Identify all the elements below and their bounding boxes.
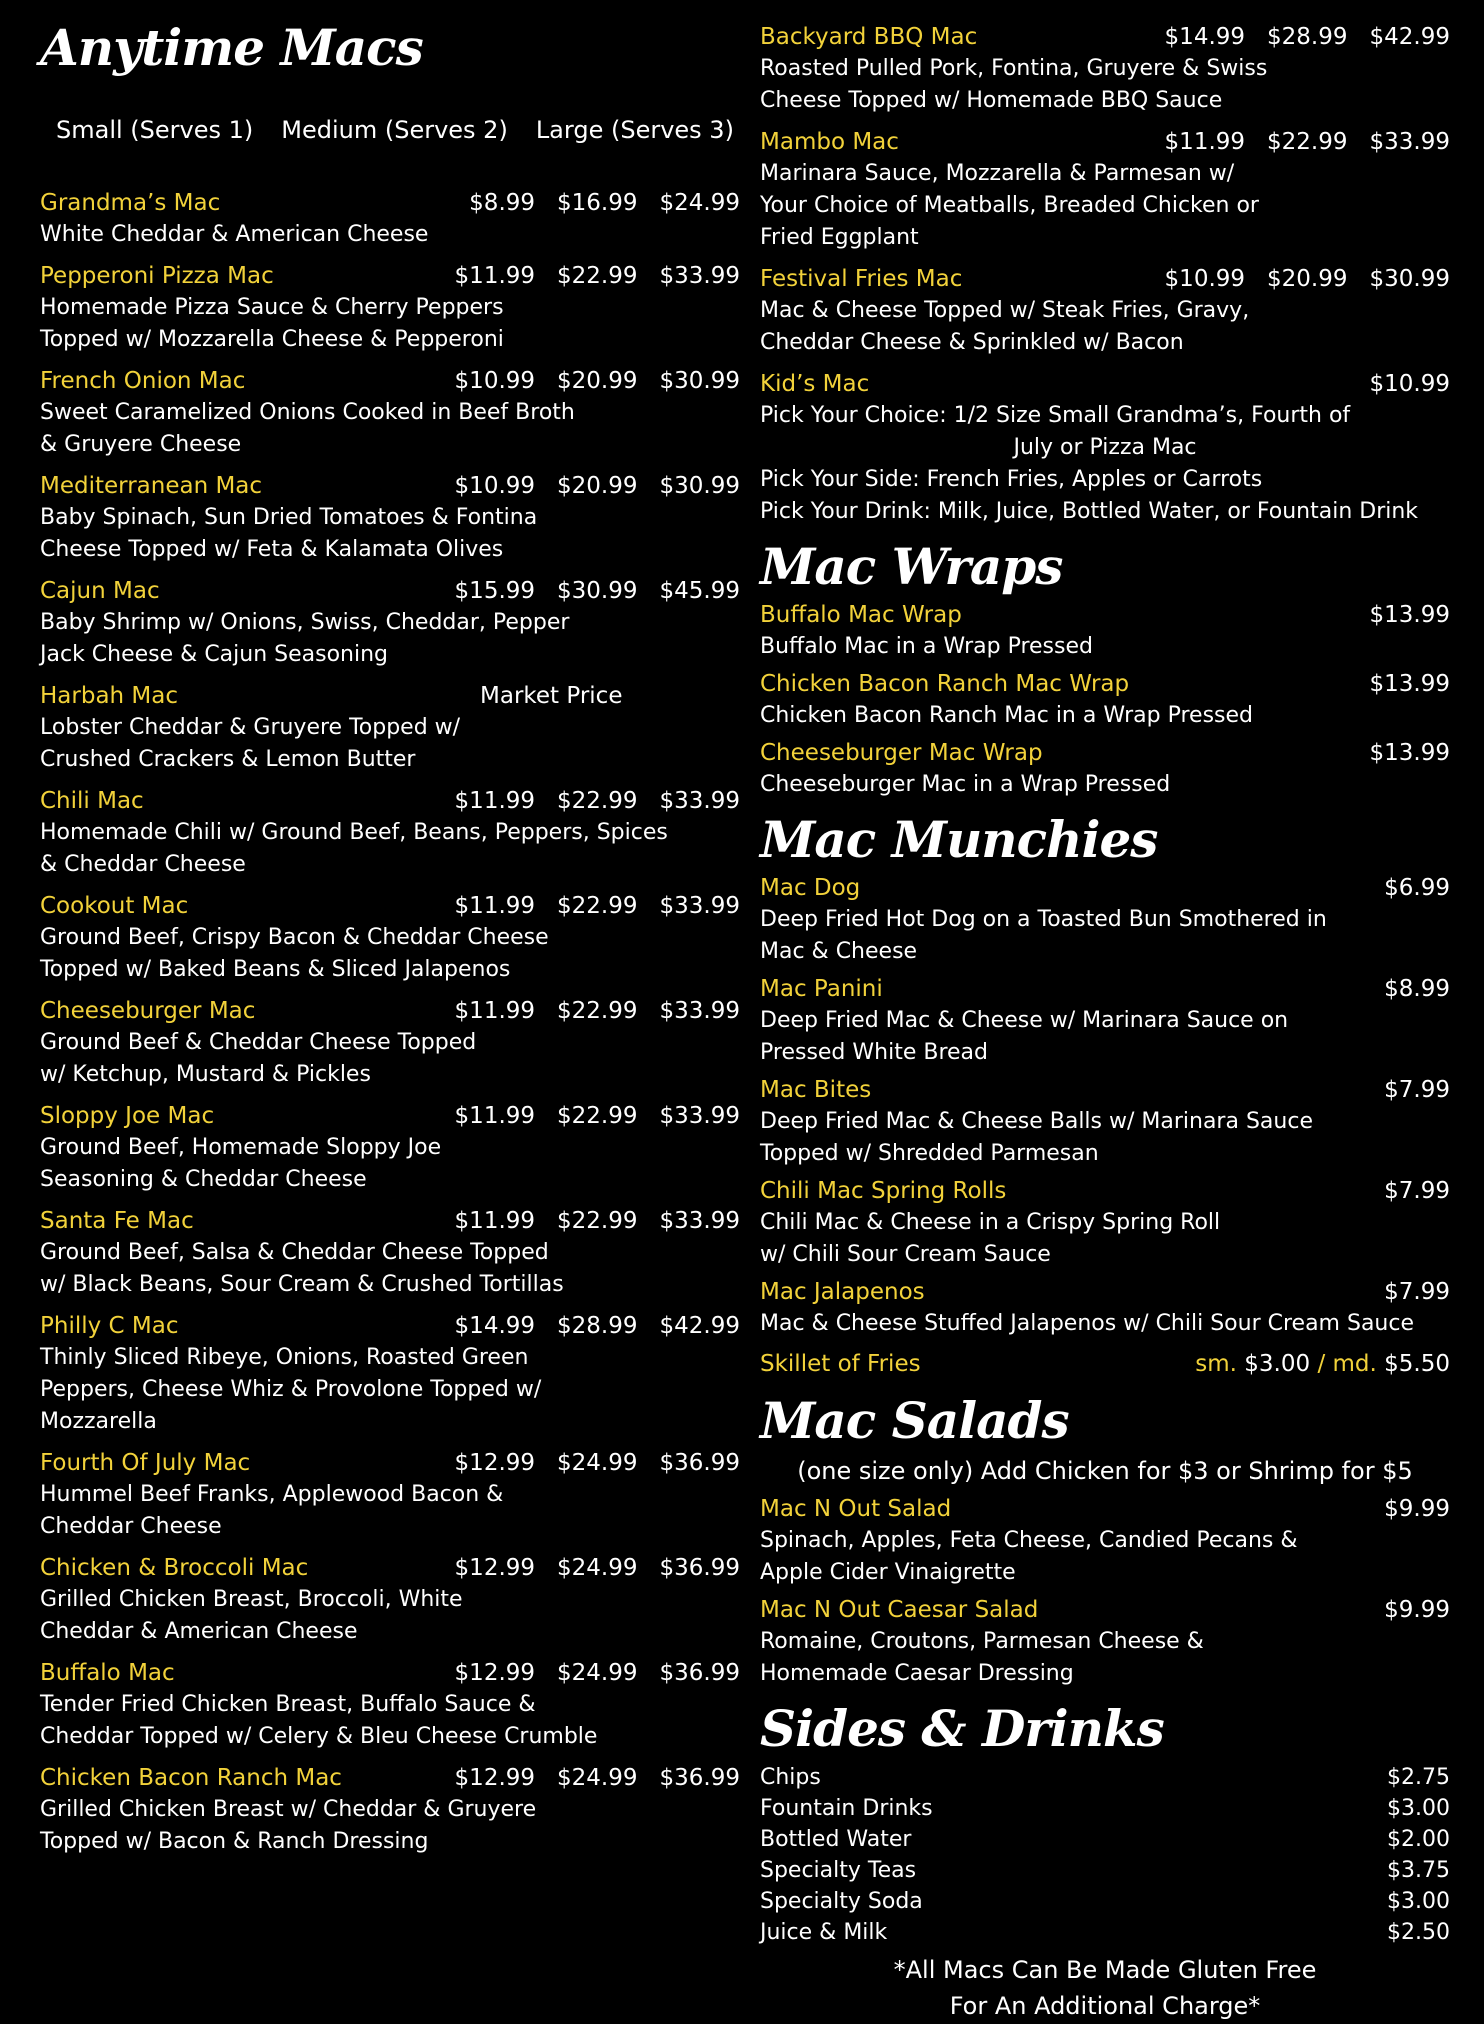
- item-desc: Romaine, Croutons, Parmesan Cheese &: [760, 1629, 1204, 1654]
- item-header: [40, 681, 740, 712]
- drink-price: $3.00: [1387, 1796, 1450, 1821]
- drink-price: $2.50: [1387, 1920, 1450, 1945]
- item-price: $22.99: [557, 893, 638, 919]
- item-name: Mac Panini: [760, 976, 883, 1002]
- item-price: $10.99: [1369, 371, 1450, 397]
- item-desc: Grilled Chicken Breast w/ Cheddar & Gruyere: [40, 1797, 537, 1822]
- item-header: [760, 873, 1450, 904]
- item-price: $14.99: [454, 1313, 536, 1339]
- drink-name: Specialty Teas: [760, 1858, 917, 1883]
- item-header: [760, 1277, 1450, 1308]
- item-header: [40, 1206, 740, 1237]
- item-name: Chili Mac: [40, 788, 144, 814]
- item-header: [40, 471, 740, 502]
- drink-price: $3.75: [1387, 1858, 1450, 1883]
- menu-item: [760, 1176, 1450, 1271]
- menu-item: [40, 188, 740, 251]
- item-header: [40, 1763, 740, 1794]
- menu-item: [760, 264, 1450, 359]
- item-prices: [1165, 264, 1450, 295]
- menu-item: [40, 1101, 740, 1196]
- item-desc: w/ Ketchup, Mustard & Pickles: [40, 1062, 371, 1087]
- item-desc: Buffalo Mac in a Wrap Pressed: [760, 634, 1093, 659]
- menu-item: [40, 1553, 740, 1648]
- item-price: $30.99: [1369, 266, 1450, 292]
- section-title: Sides & Drinks: [760, 1699, 1164, 1758]
- item-desc: Spinach, Apples, Feta Cheese, Candied Pecans &: [760, 1528, 1298, 1553]
- item-price: $30.99: [659, 473, 740, 499]
- item-price: $30.99: [557, 578, 638, 604]
- item-name: Buffalo Mac: [40, 1660, 175, 1686]
- item-price: $22.99: [557, 1103, 638, 1129]
- item-name: Buffalo Mac Wrap: [760, 602, 962, 628]
- item-header: [40, 1101, 740, 1132]
- drink-row: [760, 1886, 1450, 1917]
- item-desc: Ground Beef & Cheddar Cheese Topped: [40, 1030, 477, 1055]
- item-price: $7.99: [1384, 1077, 1450, 1103]
- item-price: $11.99: [454, 998, 536, 1024]
- item-price: $36.99: [659, 1555, 740, 1581]
- drink-row: [760, 1793, 1450, 1824]
- menu-item: [760, 1595, 1450, 1690]
- menu-item: [40, 786, 740, 881]
- item-name: Chili Mac Spring Rolls: [760, 1178, 1007, 1204]
- item-price: $24.99: [557, 1660, 638, 1686]
- note-line: *All Macs Can Be Made Gluten Free: [893, 1956, 1317, 1984]
- menu-item: [40, 471, 740, 566]
- item-prices: [455, 1311, 740, 1342]
- item-price: $22.99: [1267, 129, 1348, 155]
- item-price: $36.99: [659, 1660, 740, 1686]
- item-desc: Topped w/ Baked Beans & Sliced Jalapenos: [40, 957, 511, 982]
- item-name: Chicken & Broccoli Mac: [40, 1555, 309, 1581]
- item-header: [760, 22, 1450, 53]
- sides-list: [760, 1762, 1450, 1948]
- item-price: $33.99: [659, 788, 740, 814]
- item-price: $12.99: [454, 1450, 536, 1476]
- item-name: Mac Dog: [760, 875, 861, 901]
- item-desc: Topped w/ Mozzarella Cheese & Pepperoni: [40, 327, 504, 352]
- menu-item: [40, 1206, 740, 1301]
- mac-wraps-section: [760, 538, 1450, 801]
- item-desc: Deep Fried Mac & Cheese w/ Marinara Sauce on: [760, 1008, 1289, 1033]
- item-name: Cookout Mac: [40, 893, 189, 919]
- item-price: $8.99: [469, 190, 536, 216]
- item-name: Santa Fe Mac: [40, 1208, 194, 1234]
- item-price: $20.99: [557, 473, 638, 499]
- size-large: Large (Serves 3): [535, 116, 734, 144]
- drink-price: $2.00: [1387, 1827, 1450, 1852]
- item-header: [760, 264, 1450, 295]
- item-price: $11.99: [454, 788, 536, 814]
- size-small: Small (Serves 1): [56, 116, 254, 144]
- item-header: [760, 738, 1450, 769]
- item-name: Chicken Bacon Ranch Mac Wrap: [760, 671, 1130, 697]
- item-desc: Jack Cheese & Cajun Seasoning: [40, 642, 389, 667]
- item-price: $10.99: [454, 368, 536, 394]
- item-name: Cheeseburger Mac: [40, 998, 256, 1024]
- menu-item: [760, 1075, 1450, 1170]
- item-desc: Chicken Bacon Ranch Mac in a Wrap Pressed: [760, 703, 1253, 728]
- item-prices: [1165, 22, 1450, 53]
- item-price: $13.99: [1369, 602, 1450, 628]
- item-name: Mambo Mac: [760, 129, 899, 155]
- kids-mac-item: [760, 369, 1450, 528]
- menu-item: [40, 576, 740, 671]
- item-header: [760, 1494, 1450, 1525]
- mac-munchies-section: [760, 811, 1450, 1382]
- menu-item: [40, 681, 740, 776]
- item-name: Harbah Mac: [40, 683, 179, 709]
- item-price: $12.99: [454, 1660, 536, 1686]
- item-price: $33.99: [659, 263, 740, 289]
- item-desc: Lobster Cheddar & Gruyere Topped w/: [40, 715, 461, 740]
- item-desc: Your Choice of Meatballs, Breaded Chicken or: [760, 193, 1259, 218]
- item-desc: Chili Mac & Cheese in a Crispy Spring Roll: [760, 1210, 1221, 1235]
- item-header: [760, 1176, 1450, 1207]
- item-name: Skillet of Fries: [760, 1351, 921, 1377]
- drink-row: [760, 1855, 1450, 1886]
- item-price: $28.99: [1267, 24, 1348, 50]
- menu-item: [760, 600, 1450, 663]
- section-title: Mac Wraps: [760, 537, 1063, 596]
- menu-item: [40, 1448, 740, 1543]
- item-desc: Roasted Pulled Pork, Fontina, Gruyere & Swiss: [760, 56, 1268, 81]
- separator: /: [1317, 1351, 1326, 1377]
- item-header: [40, 996, 740, 1027]
- note-line: For An Additional Charge*: [949, 1992, 1261, 2020]
- item-price: $24.99: [557, 1555, 638, 1581]
- drink-name: Fountain Drinks: [760, 1796, 933, 1821]
- item-price: $10.99: [454, 473, 536, 499]
- item-desc: Sweet Caramelized Onions Cooked in Beef Broth: [40, 400, 575, 425]
- item-desc: July or Pizza Mac: [1013, 435, 1197, 460]
- item-prices: [459, 188, 740, 219]
- item-prices: [480, 681, 740, 712]
- item-price: $24.99: [557, 1450, 638, 1476]
- left-column: [40, 0, 740, 1868]
- item-price: $33.99: [1369, 129, 1450, 155]
- item-desc: Pick Your Side: French Fries, Apples or Carrots: [760, 467, 1263, 492]
- menu-item: [40, 1311, 740, 1438]
- item-desc: Cheddar Cheese & Sprinkled w/ Bacon: [760, 330, 1184, 355]
- item-price: $9.99: [1384, 1597, 1450, 1623]
- item-name: Mac N Out Caesar Salad: [760, 1597, 1039, 1623]
- item-name: Mac Bites: [760, 1077, 872, 1103]
- menu-item: [40, 1658, 740, 1753]
- item-price: $36.99: [659, 1450, 740, 1476]
- item-desc: Thinly Sliced Ribeye, Onions, Roasted Green: [40, 1345, 529, 1370]
- item-price: $13.99: [1369, 740, 1450, 766]
- item-name: Mac N Out Salad: [760, 1496, 952, 1522]
- item-price: $11.99: [454, 1103, 536, 1129]
- item-desc: Ground Beef, Crispy Bacon & Cheddar Cheese: [40, 925, 549, 950]
- item-desc: Mac & Cheese Stuffed Jalapenos w/ Chili Sour Cream Sauce: [760, 1311, 1414, 1336]
- menu-item: [760, 873, 1450, 968]
- item-prices: [455, 1553, 740, 1584]
- salads-list: [760, 1494, 1450, 1690]
- item-header: [40, 1658, 740, 1689]
- menu-item: [760, 738, 1450, 801]
- item-header: [40, 576, 740, 607]
- item-price: $10.99: [1164, 266, 1246, 292]
- item-header: [760, 974, 1450, 1005]
- item-price: $20.99: [557, 368, 638, 394]
- item-prices: [455, 366, 740, 397]
- item-desc: Cheddar Cheese: [40, 1514, 222, 1539]
- item-price: $12.99: [454, 1555, 536, 1581]
- item-desc: Homemade Caesar Dressing: [760, 1661, 1074, 1686]
- item-price: $22.99: [557, 998, 638, 1024]
- item-header: [40, 261, 740, 292]
- drink-price: $2.75: [1387, 1765, 1450, 1790]
- item-desc: Deep Fried Hot Dog on a Toasted Bun Smothered in: [760, 907, 1327, 932]
- item-desc: Peppers, Cheese Whiz & Provolone Topped w/: [40, 1377, 542, 1402]
- item-price: $16.99: [557, 190, 638, 216]
- item-header: [760, 127, 1450, 158]
- item-header: [760, 1075, 1450, 1106]
- item-price: $20.99: [1267, 266, 1348, 292]
- item-desc: Homemade Pizza Sauce & Cherry Peppers: [40, 295, 504, 320]
- item-header: [760, 669, 1450, 700]
- item-desc: Pick Your Choice: 1/2 Size Small Grandma’s, Fourth of: [760, 403, 1351, 428]
- item-desc: Ground Beef, Salsa & Cheddar Cheese Topped: [40, 1240, 549, 1265]
- size-legend: [56, 116, 740, 144]
- item-name: Kid’s Mac: [760, 371, 870, 397]
- item-desc: w/ Chili Sour Cream Sauce: [760, 1242, 1051, 1267]
- item-desc: Tender Fried Chicken Breast, Buffalo Sauce &: [40, 1692, 536, 1717]
- item-price: $3.00: [1244, 1351, 1311, 1377]
- item-prices: [455, 1448, 740, 1479]
- item-desc: Topped w/ Bacon & Ranch Dressing: [40, 1829, 429, 1854]
- item-desc: Grilled Chicken Breast, Broccoli, White: [40, 1587, 463, 1612]
- drink-price: $3.00: [1387, 1889, 1450, 1914]
- item-header: [40, 786, 740, 817]
- item-desc: Pressed White Bread: [760, 1040, 988, 1065]
- mac-salads-section: [760, 1392, 1450, 1690]
- item-name: Fourth Of July Mac: [40, 1450, 251, 1476]
- item-price: $8.99: [1384, 976, 1450, 1002]
- item-price: $11.99: [454, 263, 536, 289]
- item-desc: Homemade Chili w/ Ground Beef, Beans, Peppers, Spices: [40, 820, 668, 845]
- item-name: Chicken Bacon Ranch Mac: [40, 1765, 342, 1791]
- item-name: Mediterranean Mac: [40, 473, 263, 499]
- menu-title: Anytime Macs: [40, 18, 423, 77]
- item-price: $22.99: [557, 788, 638, 814]
- item-desc: w/ Black Beans, Sour Cream & Crushed Tortillas: [40, 1272, 564, 1297]
- item-desc: Baby Spinach, Sun Dried Tomatoes & Fontina: [40, 505, 538, 530]
- item-prices: [455, 1658, 740, 1689]
- item-desc: Hummel Beef Franks, Applewood Bacon &: [40, 1482, 504, 1507]
- menu-item: [40, 891, 740, 986]
- item-price: $14.99: [1164, 24, 1246, 50]
- item-desc: Mac & Cheese Topped w/ Steak Fries, Gravy,: [760, 298, 1250, 323]
- item-name: French Onion Mac: [40, 368, 246, 394]
- drink-row: [760, 1762, 1450, 1793]
- item-price: $36.99: [659, 1765, 740, 1791]
- size-label: md.: [1332, 1351, 1377, 1377]
- item-prices: [455, 996, 740, 1027]
- item-desc: Ground Beef, Homemade Sloppy Joe: [40, 1135, 442, 1160]
- skillet-prices: [1195, 1346, 1450, 1382]
- skillet-of-fries-item: [760, 1346, 1450, 1382]
- menu-item: [760, 1277, 1450, 1340]
- drink-name: Chips: [760, 1765, 821, 1790]
- item-price: $33.99: [659, 1103, 740, 1129]
- item-prices: [455, 891, 740, 922]
- item-prices: [455, 1206, 740, 1237]
- item-header: [760, 1595, 1450, 1626]
- item-price: $33.99: [659, 998, 740, 1024]
- item-price: $45.99: [659, 578, 740, 604]
- item-name: Grandma’s Mac: [40, 190, 221, 216]
- item-desc: Apple Cider Vinaigrette: [760, 1560, 1016, 1585]
- menu-item: [760, 127, 1450, 254]
- item-desc: Crushed Crackers & Lemon Butter: [40, 747, 416, 772]
- item-name: Backyard BBQ Mac: [760, 24, 978, 50]
- section-subtitle: (one size only) Add Chicken for $3 or Shrimp for $5: [797, 1457, 1413, 1485]
- item-price: $11.99: [454, 893, 536, 919]
- section-title: Mac Munchies: [760, 810, 1158, 869]
- item-header: [760, 600, 1450, 631]
- item-prices: [1165, 127, 1450, 158]
- item-price: $33.99: [659, 893, 740, 919]
- munchies-list: [760, 873, 1450, 1340]
- item-price: $9.99: [1384, 1496, 1450, 1522]
- item-header: [40, 188, 740, 219]
- item-header: [40, 1553, 740, 1584]
- item-price: $12.99: [454, 1765, 536, 1791]
- item-prices: [455, 1763, 740, 1794]
- menu-item: [760, 974, 1450, 1069]
- right-column: [760, 0, 1450, 2024]
- drink-name: Specialty Soda: [760, 1889, 923, 1914]
- item-price: $11.99: [454, 1208, 536, 1234]
- item-prices: [455, 1101, 740, 1132]
- menu-item: [40, 1763, 740, 1858]
- item-price: $24.99: [659, 190, 740, 216]
- drink-row: [760, 1824, 1450, 1855]
- item-desc: Topped w/ Shredded Parmesan: [760, 1141, 1099, 1166]
- item-price: $7.99: [1384, 1178, 1450, 1204]
- item-price: $24.99: [557, 1765, 638, 1791]
- item-desc: Cheese Topped w/ Feta & Kalamata Olives: [40, 537, 504, 562]
- item-desc: Marinara Sauce, Mozzarella & Parmesan w/: [760, 161, 1235, 186]
- anytime-macs-list-continued: [760, 22, 1450, 359]
- item-desc: Cheese Topped w/ Homemade BBQ Sauce: [760, 88, 1223, 113]
- item-price: $13.99: [1369, 671, 1450, 697]
- item-name: Cajun Mac: [40, 578, 160, 604]
- wraps-list: [760, 600, 1450, 801]
- item-name: Mac Jalapenos: [760, 1279, 925, 1305]
- item-name: Sloppy Joe Mac: [40, 1103, 215, 1129]
- item-desc: Mac & Cheese: [760, 939, 918, 964]
- gluten-free-note: [760, 1952, 1450, 2024]
- item-name: Philly C Mac: [40, 1313, 179, 1339]
- drink-name: Bottled Water: [760, 1827, 912, 1852]
- market-price: Market Price: [480, 683, 623, 709]
- size-medium: Medium (Serves 2): [281, 116, 508, 144]
- menu-item: [760, 1494, 1450, 1589]
- item-desc: Fried Eggplant: [760, 225, 919, 250]
- item-desc: & Gruyere Cheese: [40, 432, 242, 457]
- drink-row: [760, 1917, 1450, 1948]
- item-prices: [455, 786, 740, 817]
- menu-item: [760, 22, 1450, 117]
- item-price: $15.99: [454, 578, 536, 604]
- item-name: Cheeseburger Mac Wrap: [760, 740, 1043, 766]
- drink-name: Juice & Milk: [760, 1920, 888, 1945]
- item-name: Pepperoni Pizza Mac: [40, 263, 274, 289]
- item-desc: & Cheddar Cheese: [40, 852, 246, 877]
- menu-item: [40, 261, 740, 356]
- sides-drinks-section: [760, 1700, 1450, 2024]
- size-label: sm.: [1195, 1351, 1237, 1377]
- item-desc: Seasoning & Cheddar Cheese: [40, 1167, 367, 1192]
- menu-item: [40, 996, 740, 1091]
- item-price: $7.99: [1384, 1279, 1450, 1305]
- item-header: [40, 1311, 740, 1342]
- item-desc: White Cheddar & American Cheese: [40, 222, 429, 247]
- item-prices: [455, 576, 740, 607]
- item-header: [40, 1448, 740, 1479]
- item-desc: Cheddar Topped w/ Celery & Bleu Cheese Crumble: [40, 1724, 598, 1749]
- item-price: $6.99: [1384, 875, 1450, 901]
- menu-item: [40, 366, 740, 461]
- anytime-macs-list: [40, 188, 740, 1858]
- item-name: Festival Fries Mac: [760, 266, 963, 292]
- item-price: $11.99: [1164, 129, 1246, 155]
- item-header: [40, 891, 740, 922]
- item-desc: Cheeseburger Mac in a Wrap Pressed: [760, 772, 1171, 797]
- section-title: Mac Salads: [760, 1391, 1069, 1450]
- item-desc: Cheddar & American Cheese: [40, 1619, 358, 1644]
- item-price: $33.99: [659, 1208, 740, 1234]
- item-desc: Mozzarella: [40, 1409, 157, 1434]
- item-price: $22.99: [557, 1208, 638, 1234]
- item-price: $28.99: [557, 1313, 638, 1339]
- item-prices: [455, 261, 740, 292]
- item-price: $42.99: [1369, 24, 1450, 50]
- item-price: $42.99: [659, 1313, 740, 1339]
- menu-item: [760, 669, 1450, 732]
- item-price: $5.50: [1384, 1351, 1450, 1377]
- item-desc: Pick Your Drink: Milk, Juice, Bottled Water, or Fountain Drink: [760, 499, 1419, 524]
- item-price: $30.99: [659, 368, 740, 394]
- item-desc: Deep Fried Mac & Cheese Balls w/ Marinara Sauce: [760, 1109, 1313, 1134]
- item-desc: Baby Shrimp w/ Onions, Swiss, Cheddar, Pepper: [40, 610, 570, 635]
- item-header: [40, 366, 740, 397]
- item-price: $22.99: [557, 263, 638, 289]
- item-prices: [455, 471, 740, 502]
